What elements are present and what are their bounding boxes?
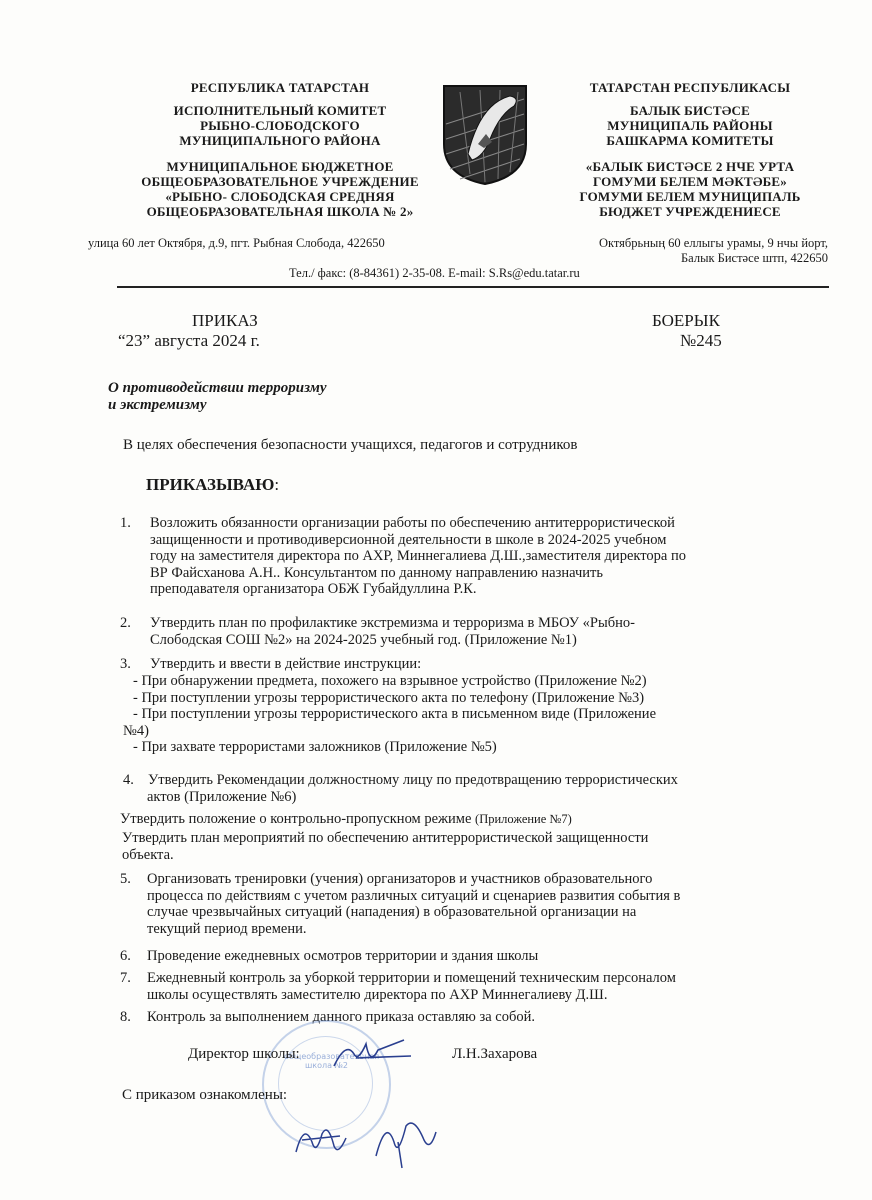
- header-divider: [117, 286, 829, 288]
- extra-plan-line: Утвердить план мероприятий по обеспечению антитеррористической защищенности объекта.: [122, 830, 649, 863]
- order-title-ru: ПРИКАЗ: [192, 311, 258, 330]
- header-left-institution: МУНИЦИПАЛЬНОЕ БЮДЖЕТНОЕ ОБЩЕОБРАЗОВАТЕЛЬНОЕ УЧРЕЖДЕНИЕ «РЫБНО- СЛОБОДСКАЯ СРЕДНЯЯ ОБЩЕОБРАЗОВАТЕЛЬНАЯ ШКОЛА № 2»: [141, 159, 419, 219]
- contacts: Тел./ факс: (8-84361) 2-35-08. E-mail: S.Rs@edu.tatar.ru: [289, 266, 580, 280]
- order-date: “23” августа 2024 г.: [118, 331, 260, 350]
- director-signature: [326, 1036, 416, 1076]
- header-left-address: улица 60 лет Октября, д.9, пгт. Рыбная Слобода, 422650: [88, 236, 385, 250]
- school-stamp: общеобразовательная школа №2: [262, 1020, 391, 1149]
- order-number: №245: [680, 331, 722, 350]
- list-item: 8. Контроль за выполнением данного приказа оставляю за собой.: [120, 1009, 536, 1025]
- header-right-republic: ТАТАРСТАН РЕСПУБЛИКАСЫ: [589, 80, 791, 95]
- subitem-list: - При обнаружении предмета, похожего на взрывное устройство (Приложение №2) - При поступлении угрозы террористического акта по телефону (Приложение №3) - При поступлении угрозы террористического акта в письменном виде (Приложение №4) - При захвате террористами заложников (Приложение №5): [123, 673, 657, 756]
- order-word: ПРИКАЗЫВАЮ:: [146, 475, 280, 494]
- list-item: 7. Ежедневный контроль за уборкой территории и помещений техническим персоналом школы осуществлять заместителю директора по АХР Миннегалиеву Д.Ш.: [120, 970, 676, 1003]
- list-item: 3. Утвердить и ввести в действие инструкции:: [120, 656, 422, 672]
- preamble: В целях обеспечения безопасности учащихся, педагогов и сотрудников: [123, 437, 578, 453]
- header-left-committee: ИСПОЛНИТЕЛЬНЫЙ КОМИТЕТ РЫБНО-СЛОБОДСКОГО МУНИЦИПАЛЬНОГО РАЙОНА: [173, 103, 387, 148]
- order-subject: О противодействии терроризму и экстремизму: [108, 380, 327, 413]
- list-item: 1. Возложить обязанности организации работы по обеспечению антитеррористической защищенности и противодиверсионной деятельности в школе в 2024-2025 учебном году на заместителя директора по АХР, Миннегалиева Д.Ш.,заместителя директора по ВР Файсханова А.Н.. Консультантом по данному направлению назначить преподавателя организатора ОБЖ Губайдуллина Р.К.: [120, 515, 686, 598]
- list-item: 2. Утвердить план по профилактике экстремизма и терроризма в МБОУ «Рыбно- Слободская СОШ №2» на 2024-2025 учебный год. (Приложение №1): [120, 615, 635, 648]
- coat-of-arms: [440, 84, 530, 186]
- acquainted-label: С приказом ознакомлены:: [122, 1087, 288, 1103]
- signature-role: Директор школы:: [188, 1046, 300, 1062]
- order-title-tt: БОЕРЫК: [652, 311, 720, 330]
- extra-checkpoint-line: Утвердить положение о контрольно-пропускном режиме (Приложение №7): [120, 811, 572, 827]
- header-left-republic: РЕСПУБЛИКА ТАТАРСТАН: [190, 80, 370, 95]
- signature-name: Л.Н.Захарова: [452, 1046, 538, 1062]
- list-item: 4. Утвердить Рекомендации должностному лицу по предотвращению террористических актов (Приложение №6): [123, 772, 678, 805]
- staff-signatures: [290, 1112, 450, 1172]
- header-right-committee: БАЛЫК БИСТӘСЕ МУНИЦИПАЛЬ РАЙОНЫ БАШКАРМА КОМИТЕТЫ: [606, 103, 774, 148]
- list-item: 5. Организовать тренировки (учения) организаторов и участников образовательного процесса по действиям с учетом различных ситуаций и сценариев развития события в случае чрезвычайных ситуаций (нападения) в образовательной организации на текущий период времени.: [120, 871, 681, 937]
- header-right-institution: «БАЛЫК БИСТӘСЕ 2 НЧЕ УРТА ГОМУМИ БЕЛЕМ МӘКТӘБЕ» ГОМУМИ БЕЛЕМ МУНИЦИПАЛЬ БЮДЖЕТ УЧРЕЖДЕНИЕСЕ: [579, 159, 801, 219]
- list-item: 6. Проведение ежедневных осмотров территории и здания школы: [120, 948, 539, 964]
- header-right-address: Октябрьның 60 еллыгы урамы, 9 нчы йорт, Балык Бистәсе штп, 422650: [598, 236, 828, 265]
